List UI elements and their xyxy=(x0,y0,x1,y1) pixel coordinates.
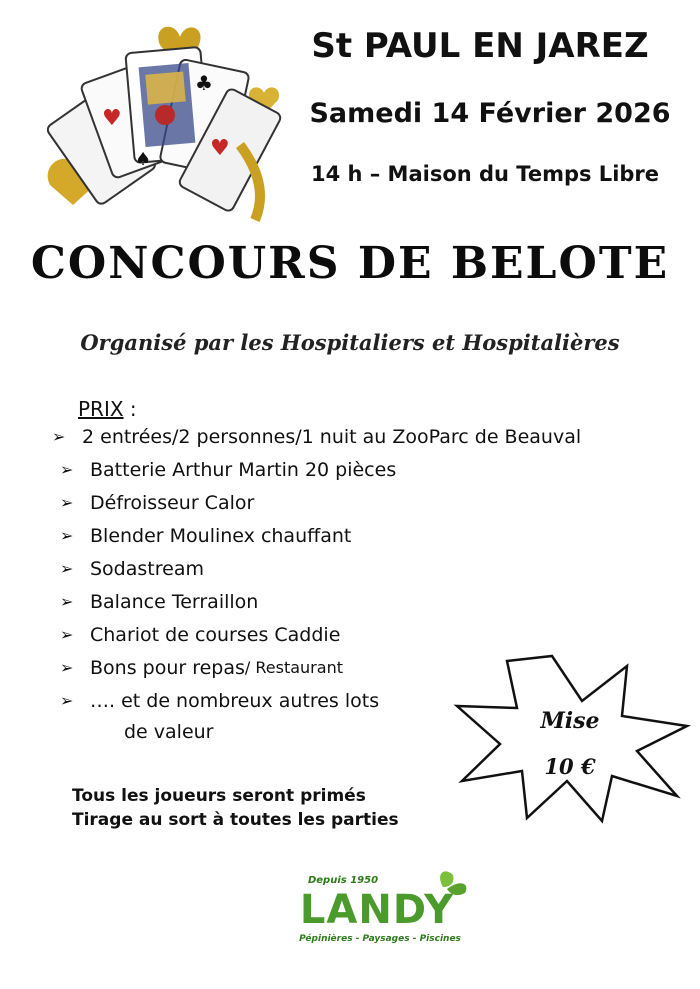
prizes-heading-label: PRIX xyxy=(78,397,124,421)
prize-label: Sodastream xyxy=(90,557,204,580)
svg-text:♥: ♥ xyxy=(102,106,122,131)
list-item xyxy=(52,453,581,486)
leaf-icon xyxy=(440,871,453,887)
sponsor-tagline: Pépinières - Paysages - Piscines xyxy=(299,934,461,944)
svg-text:♣: ♣ xyxy=(195,71,213,95)
stake-label: Mise xyxy=(540,708,600,734)
organizer-line: Organisé par les Hospitaliers et Hospitalières xyxy=(80,330,620,355)
chevron-right-icon: ➢ xyxy=(52,427,66,446)
chevron-right-icon: ➢ xyxy=(60,460,74,479)
chevron-right-icon: ➢ xyxy=(60,691,74,710)
footer-line-2: Tirage au sort à toutes les parties xyxy=(72,810,399,830)
list-item xyxy=(52,552,581,585)
prize-label: Défroisseur Calor xyxy=(90,491,255,514)
chevron-right-icon: ➢ xyxy=(60,625,74,644)
chevron-right-icon: ➢ xyxy=(60,526,74,545)
prize-label: Blender Moulinex chauffant xyxy=(90,524,352,547)
stake-starburst xyxy=(452,646,692,826)
starburst-shape xyxy=(457,656,687,821)
prize-label: Bons pour repas xyxy=(90,656,245,679)
prize-label: Balance Terraillon xyxy=(90,590,259,613)
sponsor-name: LANDY xyxy=(299,887,455,933)
prizes-heading xyxy=(78,397,137,421)
list-item xyxy=(52,519,581,552)
event-date: Samedi 14 Février 2026 xyxy=(309,98,671,129)
list-item xyxy=(52,585,581,618)
chevron-right-icon: ➢ xyxy=(60,658,74,677)
footer-line-1: Tous les joueurs seront primés xyxy=(72,786,366,806)
event-time-place: 14 h – Maison du Temps Libre xyxy=(310,162,660,186)
list-item xyxy=(52,486,581,519)
svg-text:♠: ♠ xyxy=(135,149,152,170)
prizes-heading-suffix: : xyxy=(123,397,137,421)
chevron-right-icon: ➢ xyxy=(60,559,74,578)
list-item xyxy=(52,420,581,453)
chevron-right-icon: ➢ xyxy=(60,592,74,611)
stake-amount: 10 € xyxy=(544,754,596,779)
sponsor-logo xyxy=(295,865,485,955)
event-city: St PAUL EN JAREZ xyxy=(311,26,649,66)
list-item-continuation: de valeur xyxy=(124,721,214,743)
svg-text:♥: ♥ xyxy=(210,136,230,161)
page-title: CONCOURS DE BELOTE xyxy=(30,238,670,289)
chevron-right-icon: ➢ xyxy=(60,493,74,512)
playing-cards-illustration xyxy=(40,15,290,225)
prize-label: Chariot de courses Caddie xyxy=(90,623,341,646)
prize-label: 2 entrées/2 personnes/1 nuit au ZooParc de Beauval xyxy=(82,425,582,448)
prize-label-suffix: / Restaurant xyxy=(244,658,343,677)
prize-label: Batterie Arthur Martin 20 pièces xyxy=(90,458,397,481)
sponsor-since: Depuis 1950 xyxy=(307,875,379,886)
prize-label: …. et de nombreux autres lots xyxy=(90,689,380,712)
